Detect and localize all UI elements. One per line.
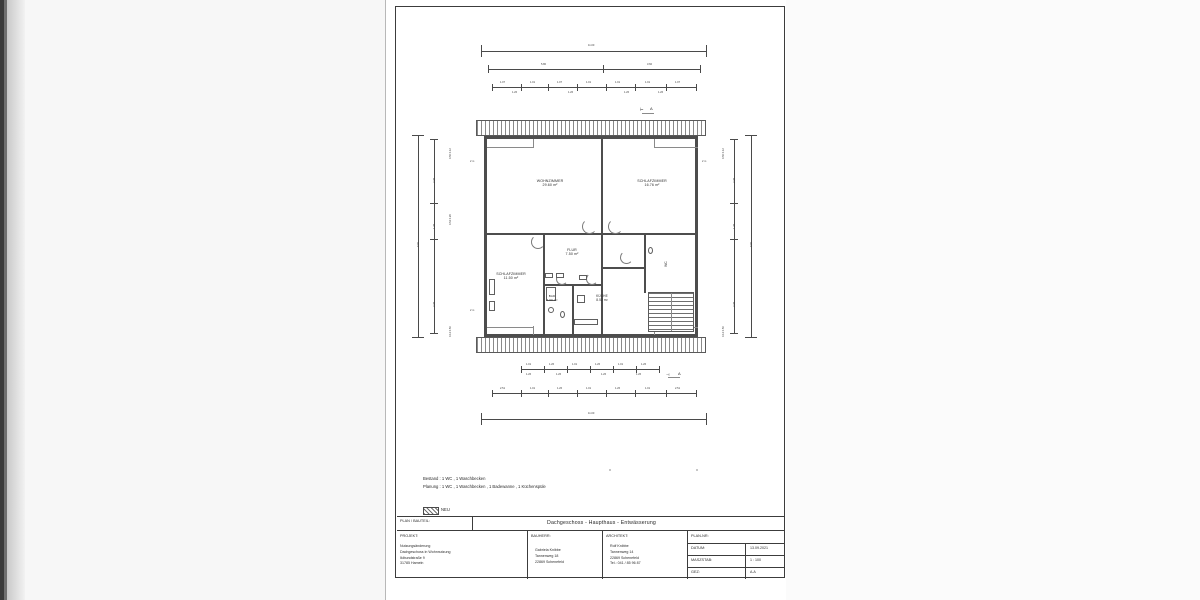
dim-bottom-chain2-0: 2.51 [500, 387, 506, 390]
dimtick [613, 366, 614, 373]
interior-wall-vert-bath-kitchen [572, 286, 574, 334]
dim-right-note-a: 0.50 0.12 [722, 148, 725, 159]
section-label-top: A [650, 106, 653, 111]
dim-right-overall: 9.00 [750, 241, 753, 247]
room-area-wohnzimmer: 29.60 m² [542, 183, 558, 188]
tb-architekt-line-2: 22869 Schenefeld [610, 555, 639, 560]
dim-bottom-chain2-3: 1.01 [586, 387, 592, 390]
section-line-bottom [668, 377, 680, 378]
wc-fixture [648, 247, 653, 254]
room-area-schlafzimmer-2: 11.50 m² [503, 276, 519, 281]
dimtick [492, 84, 493, 91]
dim-bottom-chain1-0: 1.01 [526, 363, 532, 366]
dim-left-1: 2.26 [433, 177, 436, 183]
dim-top-chain2-4: 1.01 [615, 81, 621, 84]
plumbing-box-1 [545, 273, 553, 278]
exterior-wall-right [695, 136, 698, 337]
dimtick [706, 45, 707, 57]
room-area-bad: 4.60 m² [546, 297, 558, 302]
dim-top-chain2-6: 1.07 [675, 81, 681, 84]
dim-bottom-chain2-6: 2.51 [675, 387, 681, 390]
dim-right-2: 1.26 [733, 223, 736, 229]
room-area-flur: 7.50 m² [565, 252, 579, 257]
dimtick [635, 84, 636, 91]
tb-plan-nr-key: PLAN-NR: [691, 534, 709, 538]
door-arc-wc [620, 251, 633, 264]
dimtick [567, 366, 568, 373]
tb-projekt-line-0: Nutzungsänderung [400, 544, 431, 548]
tb-plan-bauteil-key: PLAN / BAUTEIL: [400, 519, 430, 523]
dimtick [745, 337, 757, 338]
room-name-schlafzimmer-1: SCHLAFZIMMER [637, 179, 667, 183]
dim-top-chain1-0: 5.80 [541, 63, 547, 66]
plumbing-box-2 [556, 273, 564, 278]
tb-projekt-line-1: Dachgeschoss in Wohnnutzung [400, 549, 451, 554]
dim-left-note-b: 0.52 0.26 [449, 214, 452, 225]
dim-left-note-a: 0.50 0.12 [449, 148, 452, 159]
tb-architekt-line-0: Rolf Knibbe [610, 544, 629, 548]
section-mark-bottom: ⊣ [666, 372, 670, 377]
exterior-wall-left [484, 136, 487, 337]
tb-plan-bauteil-value: Dachgeschoss - Haupthaus - Entwässerung [547, 520, 657, 526]
dim-bottom-chain1-4: 1.01 [618, 363, 624, 366]
dimtick [548, 84, 549, 91]
dim-top-chain3-3: 1.26 [658, 91, 664, 94]
inner-leaf-step-l [533, 139, 534, 148]
dim-bottom-chain1-3: 1.26 [595, 363, 601, 366]
tb-massstab-value: 1 : 100 [750, 558, 761, 562]
tb-massstab-key: MASZSTAB: [691, 558, 713, 562]
dimtick [481, 413, 482, 425]
legend-label-neu: NEU [441, 507, 450, 512]
room-label-wohnzimmer [514, 179, 586, 188]
dimtick [488, 65, 489, 73]
interior-wall-vert-wc [644, 235, 646, 293]
room-name-kueche: KÜCHE [596, 294, 608, 298]
tb-bauherr-lines [532, 546, 602, 567]
dim-bottom-chain2-2: 1.26 [557, 387, 563, 390]
legend-swatch-neu [423, 507, 439, 515]
dimtick [696, 84, 697, 91]
page-background-right [786, 0, 1200, 600]
room-label-bad [536, 295, 568, 303]
note-planung: Planung : 1 WC , 1 Waschbecken , 1 Badewanne , 1 Küchenspüle [423, 483, 546, 489]
tb-projekt-line-3: 31785 Hameln [400, 561, 424, 566]
door-arc-schlafzimmer-left [531, 235, 545, 249]
dimtick [430, 139, 438, 140]
dim-bottom-chain1-5: 1.26 [641, 363, 647, 366]
dim-bottom-chain2-4: 1.26 [615, 387, 621, 390]
closet-fixture-2 [489, 301, 495, 311]
dim-left-3: 2.26 [433, 301, 436, 307]
tb-bauherr-line-2: 22869 Schenefeld [535, 559, 564, 564]
door-arc-schlafzimmer-right [608, 219, 623, 234]
dim-top-chain1-1: 3.60 [647, 63, 653, 66]
section-line-top [642, 113, 654, 114]
exterior-wall-bottom [484, 334, 698, 337]
room-label-schlafzimmer-2 [480, 272, 542, 281]
dimtick [606, 390, 607, 397]
dim-right-1: 2.26 [733, 177, 736, 183]
tb-bauherr-line-0: Gabriela Knibbe [535, 548, 561, 552]
dimtick [577, 84, 578, 91]
inner-leaf-line-tr [654, 147, 698, 148]
tb-gez-key: GEZ: [691, 570, 700, 574]
dim-left-note-c: 0.12 0.50 [449, 326, 452, 337]
room-label-schlafzimmer-1 [614, 179, 690, 188]
dim-top-chain2-5: 1.01 [645, 81, 651, 84]
dimtick [635, 390, 636, 397]
dim-left-overall: 9.00 [417, 241, 420, 247]
plumbing-box-3 [579, 275, 587, 280]
dimtick [590, 366, 591, 373]
tb-bauherr-key: BAUHERR: [531, 534, 551, 538]
dimtick [696, 390, 697, 397]
tb-architekt-key: ARCHITEKT: [606, 534, 629, 538]
interior-wall-horiz-wc [601, 267, 646, 269]
exterior-wall-top [484, 136, 698, 139]
door-arc-kueche [586, 273, 598, 285]
dimline-left-overall [418, 135, 419, 337]
stair-center-line [671, 293, 672, 331]
room-area-kueche: 8.52 m² [596, 298, 608, 302]
scan-speck [696, 469, 698, 471]
dimtick [745, 135, 757, 136]
dimtick [606, 84, 607, 91]
inner-leaf-line-bl [487, 327, 533, 328]
dimtick [548, 390, 549, 397]
dimtick [700, 65, 701, 73]
dim-top-chain2-3: 1.01 [586, 81, 592, 84]
dimtick [730, 333, 738, 334]
dim-right-note-b: 0.12 0.50 [722, 326, 725, 337]
roof-overhang-top [476, 120, 706, 136]
room-label-kueche [582, 294, 622, 302]
dim-bottom-chain1b-1: 1.26 [556, 373, 562, 376]
dimtick [544, 366, 545, 373]
notes-block [423, 475, 546, 490]
dimtick [521, 390, 522, 397]
room-name-bad: BAD [548, 294, 556, 298]
tb-bauherr-line-1: Tannenweg 18 [535, 553, 559, 558]
dimtick [430, 333, 438, 334]
tb-gez-value: A.A [750, 570, 756, 574]
dimline-top-chain1 [488, 69, 700, 70]
dimline-top-overall [481, 51, 706, 52]
dim-top-chain2-2: 1.07 [557, 81, 563, 84]
dim-bottom-chain1b-2: 1.26 [601, 373, 607, 376]
paper-left-border [385, 0, 386, 600]
dim-top-chain3-2: 1.26 [624, 91, 630, 94]
title-block [397, 516, 785, 578]
dim-top-chain3-1: 1.26 [568, 91, 574, 94]
inner-leaf-line-tl [487, 147, 533, 148]
tb-architekt-lines [607, 542, 687, 569]
dimtick [492, 390, 493, 397]
tb-architekt-line-3: Tel.: 041 / 85 96 87 [610, 561, 641, 566]
page-background-left [25, 0, 385, 600]
room-label-flur [548, 248, 596, 257]
roof-overhang-bottom [476, 337, 706, 353]
tb-divider [472, 517, 473, 531]
wall-note-3: 2 m [470, 309, 475, 312]
dimtick [730, 139, 738, 140]
tb-divider [745, 543, 746, 579]
dimtick [430, 203, 438, 204]
inner-leaf-step-r [654, 139, 655, 148]
note-bestand: Bestand : 1 WC , 1 Waschbecken [423, 476, 486, 481]
closet-fixture [489, 279, 495, 295]
dimline-bottom-overall [481, 419, 706, 420]
dimtick [430, 239, 438, 240]
dim-right-3: 2.26 [733, 301, 736, 307]
dimtick [659, 366, 660, 373]
dimtick [730, 239, 738, 240]
dim-top-chain3-0: 1.26 [512, 91, 518, 94]
dimtick [666, 390, 667, 397]
dim-top-chain2-1: 1.01 [530, 81, 536, 84]
dim-bottom-chain2-1: 1.01 [530, 387, 536, 390]
dimline-right-overall [751, 135, 752, 337]
dimtick [706, 413, 707, 425]
scan-shadow [7, 0, 25, 600]
dimtick [412, 135, 424, 136]
dim-bottom-chain2-5: 1.01 [645, 387, 651, 390]
dim-left-2: 1.26 [433, 223, 436, 229]
dimtick [603, 65, 604, 73]
washbasin-fixture [548, 307, 554, 313]
inner-leaf-step-bl [533, 326, 534, 335]
wall-note-1: 2 m [470, 160, 475, 163]
wall-note-2: 2 m [702, 160, 707, 163]
dimtick [521, 366, 522, 373]
drawing-frame [395, 6, 785, 578]
dimtick [636, 366, 637, 373]
dim-top-overall: 11.00 [588, 44, 595, 47]
kitchen-counter [574, 319, 598, 325]
tb-datum-key: DATUM: [691, 546, 706, 550]
wc-fixture-bath [560, 311, 565, 318]
dim-top-chain2-0: 1.07 [500, 81, 506, 84]
dim-bottom-chain1-1: 1.26 [549, 363, 555, 366]
room-label-wc: WC [664, 261, 668, 267]
interior-wall-vert-center-upper [601, 139, 603, 235]
room-name-schlafzimmer-2: SCHLAFZIMMER [496, 272, 526, 276]
scan-speck [609, 469, 611, 471]
section-mark-top: ⊢ [640, 107, 644, 112]
room-name-flur: FLUR [567, 248, 577, 252]
dimtick [730, 203, 738, 204]
dim-bottom-chain1b-3: 1.26 [636, 373, 642, 376]
tb-projekt-line-2: Ikibundstraße 9 [400, 555, 425, 560]
section-label-bottom: A [678, 371, 681, 376]
dimtick [481, 45, 482, 57]
dimtick [577, 390, 578, 397]
room-name-wohnzimmer: WOHNZIMMER [536, 179, 564, 183]
dim-bottom-chain1-2: 1.01 [572, 363, 578, 366]
tb-datum-value: 13.09.2021 [750, 546, 768, 550]
dim-bottom-chain1b-0: 1.26 [526, 373, 532, 376]
dim-bottom-overall: 11.00 [588, 412, 595, 415]
dimtick [521, 84, 522, 91]
room-area-schlafzimmer-1: 16.76 m² [644, 183, 660, 188]
door-arc-wohnzimmer [582, 219, 597, 234]
tb-architekt-line-1: Tannenweg 14 [610, 549, 634, 554]
dimtick [412, 337, 424, 338]
tb-projekt-key: PROJEKT: [400, 534, 419, 538]
dimtick [666, 84, 667, 91]
tb-projekt-lines [397, 542, 525, 569]
